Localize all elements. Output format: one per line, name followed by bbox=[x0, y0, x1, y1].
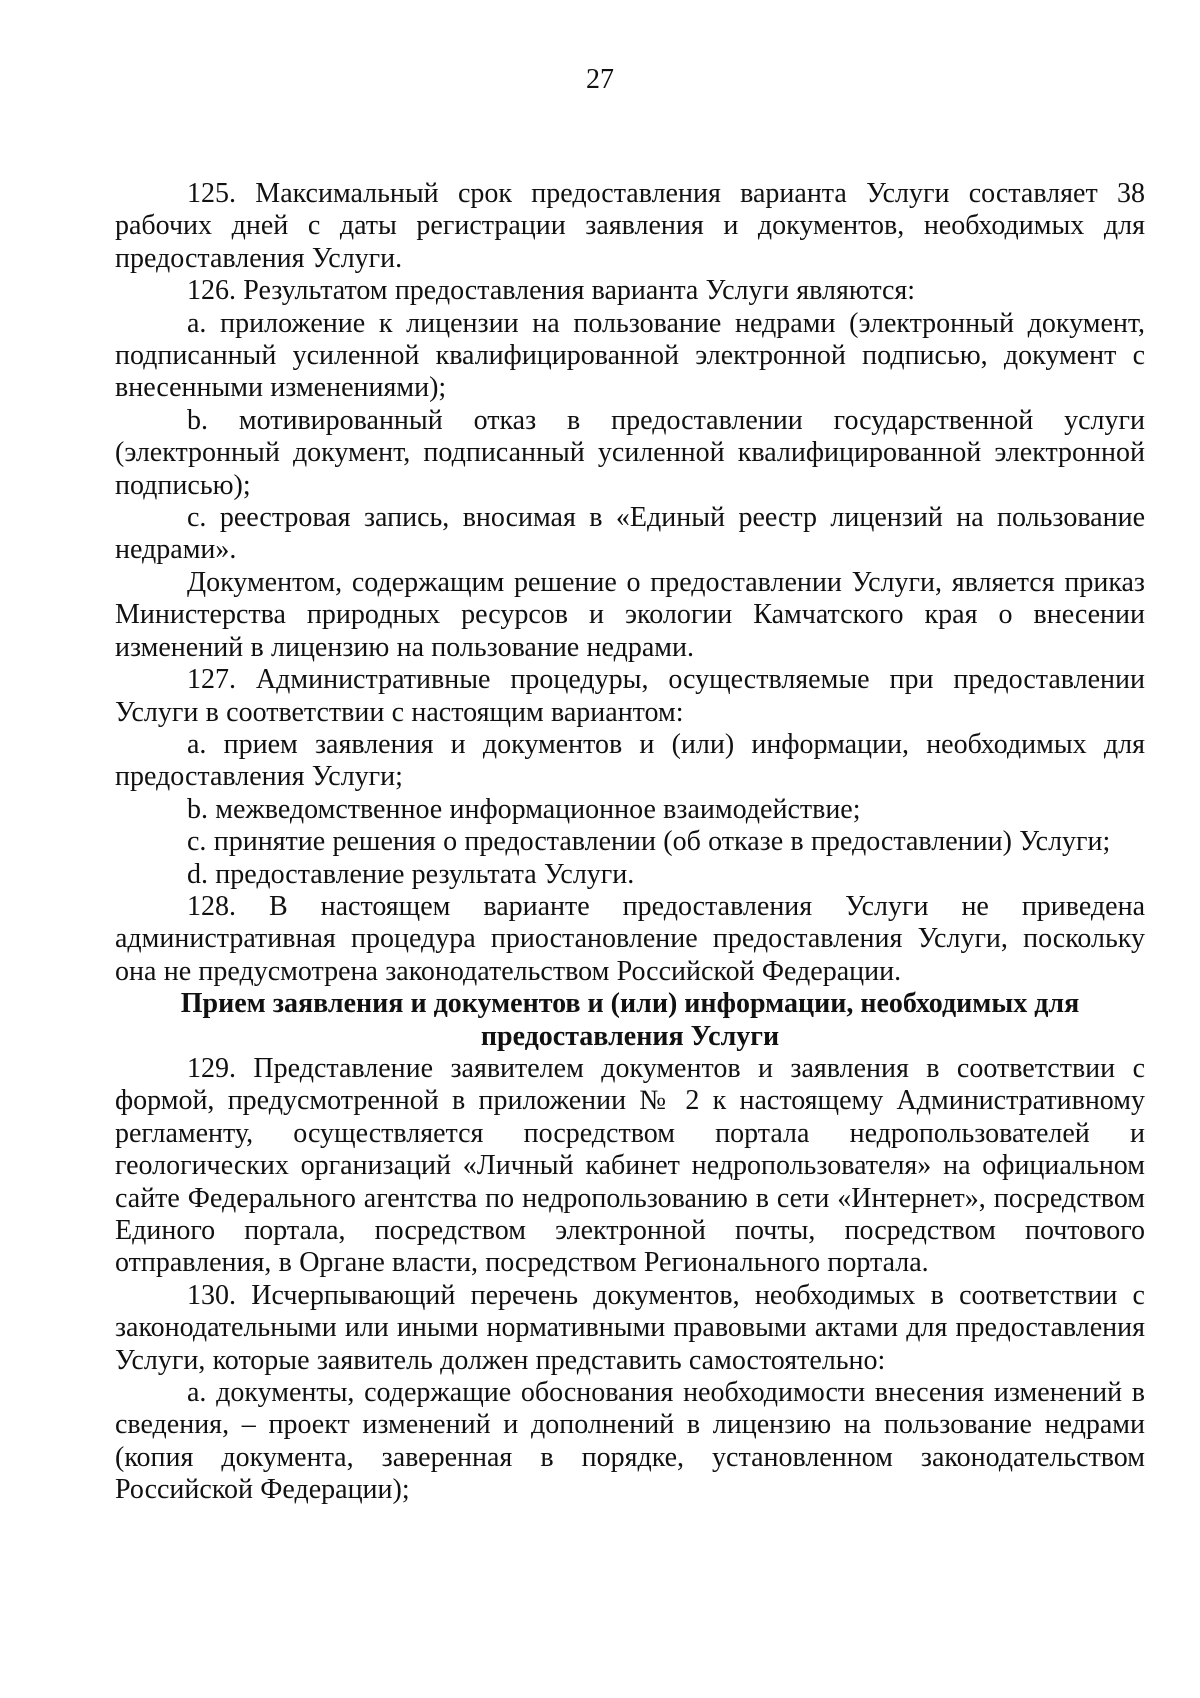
list-item-127-a: a. прием заявления и документов и (или) информации, необходимых для предоставления Услуги; bbox=[115, 728, 1145, 793]
paragraph-128: 128. В настоящем варианте предоставления Услуги не приведена административная процедура приостановление предоставления Услуги, поскольку она не предусмотрена законодательством Российской Федерации. bbox=[115, 890, 1145, 987]
list-item-126-b: b. мотивированный отказ в предоставлении государственной услуги (электронный документ, подписанный усиленной квалифицированной электронной подписью); bbox=[115, 404, 1145, 501]
page-number: 27 bbox=[586, 64, 614, 95]
paragraph-125: 125. Максимальный срок предоставления варианта Услуги составляет 38 рабочих дней с даты регистрации заявления и документов, необходимых для предоставления Услуги. bbox=[115, 178, 1145, 274]
paragraph-130: 130. Исчерпывающий перечень документов, необходимых в соответствии с законодательными или иными нормативными правовыми актами для предоставления Услуги, которые заявитель должен представить самостоятельно: bbox=[115, 1279, 1145, 1376]
list-item-127-b: b. межведомственное информационное взаимодействие; bbox=[187, 793, 861, 825]
paragraph-129: 129. Представление заявителем документов и заявления в соответствии с формой, предусмотренной в приложении № 2 к настоящему Административному регламенту, осуществляется посредством портала недропользователей и геологических организаций «Личный кабинет недропользователя» на официальном сайте Федерального агентства по недропользованию в сети «Интернет», посредством Единого портала, посредством электронной почты, посредством почтового отправления, в Органе власти, посредством Регионального портала. bbox=[115, 1052, 1145, 1279]
list-item-126-a: a. приложение к лицензии на пользование недрами (электронный документ, подписанный усиленной квалифицированной электронной подписью, документ с внесенными изменениями); bbox=[115, 307, 1145, 404]
list-item-126-c: c. реестровая запись, вносимая в «Единый реестр лицензий на пользование недрами». bbox=[115, 502, 1145, 566]
list-item-127-d: d. предоставление результата Услуги. bbox=[187, 858, 635, 890]
paragraph-decision-document: Документом, содержащим решение о предоставлении Услуги, является приказ Министерства природных ресурсов и экологии Камчатского края о внесении изменений в лицензию на пользование недрами. bbox=[115, 566, 1145, 663]
list-item-127-c: c. принятие решения о предоставлении (об отказе в предоставлении) Услуги; bbox=[187, 826, 1111, 858]
list-item-130-a: a. документы, содержащие обоснования необходимости внесения изменений в сведения, – проект изменений и дополнений в лицензию на пользование недрами (копия документа, заверенная в порядке, установленном законодательством Российской Федерации); bbox=[115, 1377, 1145, 1506]
section-heading: Прием заявления и документов и (или) информации, необходимых для предоставления Услуги bbox=[180, 988, 1080, 1052]
paragraph-126: 126. Результатом предоставления варианта Услуги являются: bbox=[187, 275, 916, 307]
document-body bbox=[115, 178, 1145, 1507]
paragraph-127: 127. Административные процедуры, осуществляемые при предоставлении Услуги в соответствии с настоящим вариантом: bbox=[115, 664, 1145, 728]
